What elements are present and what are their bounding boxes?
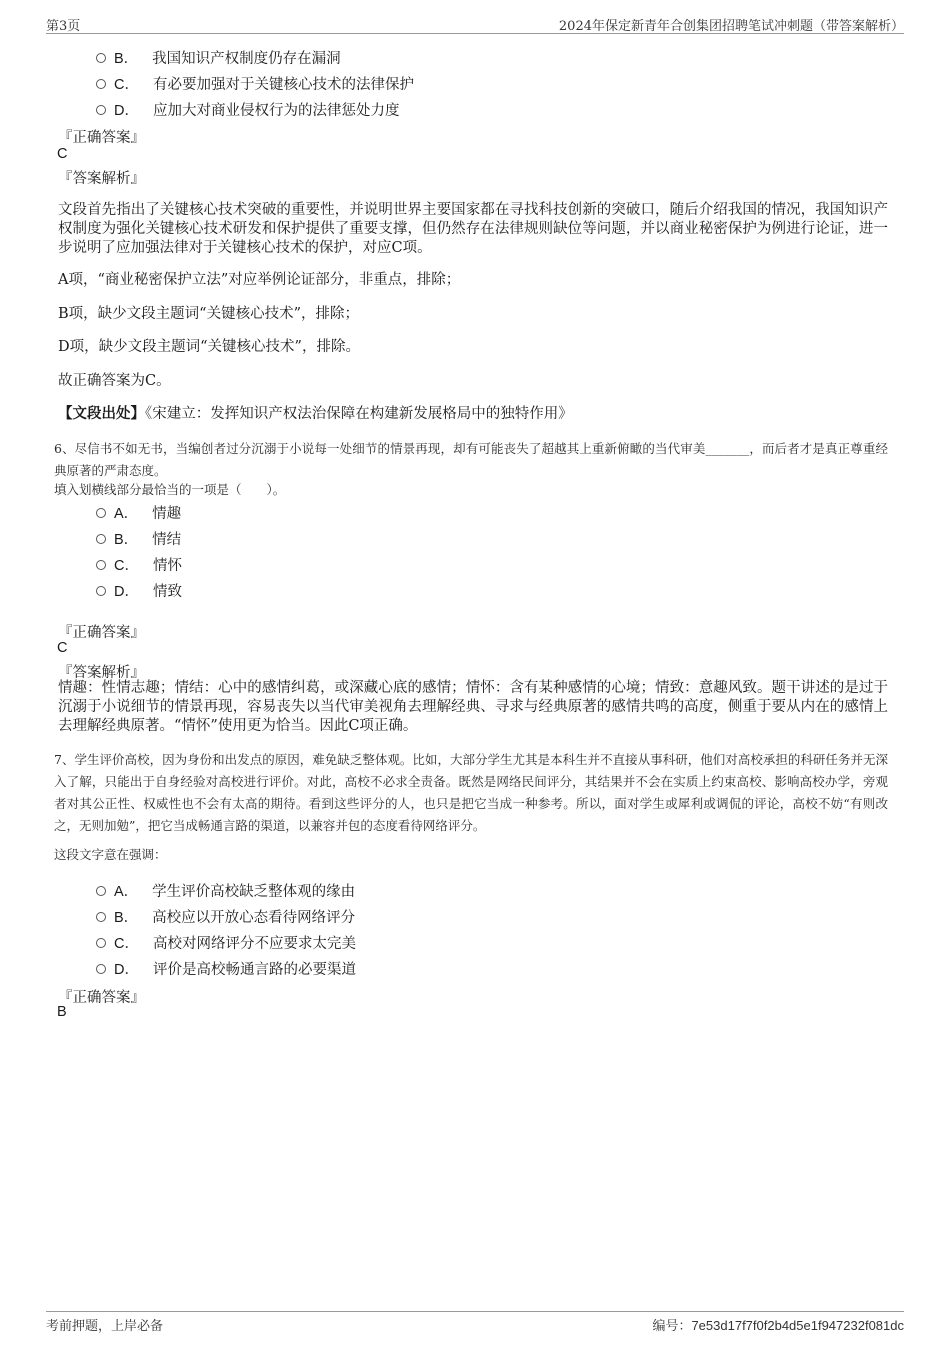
q6-analysis-label: 『答案解析』 <box>58 665 145 681</box>
q5-option-c[interactable]: C． 有必要加强对于关键核心技术的法律保护 <box>96 73 414 93</box>
radio-icon[interactable] <box>96 508 106 518</box>
q7-answer: B <box>57 1004 67 1020</box>
q7-option-a[interactable]: A． 学生评价高校缺乏整体观的缘由 <box>96 880 355 900</box>
radio-icon[interactable] <box>96 560 106 570</box>
q5-option-d[interactable]: D． 应加大对商业侵权行为的法律惩处力度 <box>96 99 399 119</box>
q5-analysis-a: A项，“商业秘密保护立法”对应举例论证部分，非重点，排除； <box>58 272 461 288</box>
source-label: 【文段出处】 <box>58 405 145 422</box>
radio-icon[interactable] <box>96 886 106 896</box>
q7-option-b[interactable]: B． 高校应以开放心态看待网络评分 <box>96 906 355 926</box>
q5-analysis-paragraph: 文段首先指出了关键核心技术突破的重要性，并说明世界主要国家都在寻找科技创新的突破口，随后介绍我国的情况，我国知识产权制度为强化关键核心技术研发和保护提供了重要支撑，但仍然存在法律规则缺位等问题，并以商业秘密保护为例进行论证，进一步说明了应加强法律对于关键核心技术的保护，对应C项。 <box>58 202 888 256</box>
q5-analysis-b: B项，缺少文段主题词“关键核心技术”，排除； <box>58 306 359 322</box>
q6-stem: 6、尽信书不如无书，当编创者过分沉溺于小说每一处细节的情景再现，却有可能丧失了超越其上重新俯瞰的当代审美_______，而后者才是真正尊重经典原著的严肃态度。 <box>54 441 888 478</box>
document-code: 编号：7e53d17f7f0f2b4d5e1f947232f081dc <box>652 1318 904 1334</box>
q6-analysis: 情趣：性情志趣；情结：心中的感情纠葛，或深藏心底的感情；情怀：含有某种感情的心境；情致：意趣风致。题干讲述的是过于沉溺于小说细节的情景再现，容易丧失以当代审美视角去理解经典、寻求与经典原著的感情共鸣的高度，侧重于要从内在的感情上去理解经典原著。“情怀”使用更为恰当。因此C项正确。 <box>58 680 888 734</box>
radio-icon[interactable] <box>96 912 106 922</box>
radio-icon[interactable] <box>96 964 106 974</box>
page-footer <box>46 1311 904 1335</box>
q7-option-d[interactable]: D． 评价是高校畅通言路的必要渠道 <box>96 958 356 978</box>
q6-option-d[interactable]: D． 情致 <box>96 580 182 600</box>
source-text: 《宋建立：发挥知识产权法治保障在构建新发展格局中的独特作用》 <box>145 406 573 422</box>
q6-option-a[interactable]: A． 情趣 <box>96 502 181 522</box>
q5-source <box>58 404 888 424</box>
q7-prompt: 这段文字意在强调： <box>54 847 167 862</box>
q5-analysis-label: 『答案解析』 <box>58 171 145 187</box>
radio-icon[interactable] <box>96 79 106 89</box>
radio-icon[interactable] <box>96 105 106 115</box>
q6-option-b[interactable]: B． 情结 <box>96 528 181 548</box>
page-number: 第3页 <box>46 19 81 34</box>
radio-icon[interactable] <box>96 938 106 948</box>
q5-analysis-d: D项，缺少文段主题词“关键核心技术”，排除。 <box>58 339 360 355</box>
radio-icon[interactable] <box>96 534 106 544</box>
q6-prompt: 填入划横线部分最恰当的一项是（ ）。 <box>54 482 286 497</box>
q6-answer-label: 『正确答案』 <box>58 625 145 641</box>
page-header <box>46 14 904 34</box>
q7-option-c[interactable]: C． 高校对网络评分不应要求太完美 <box>96 932 356 952</box>
footer-slogan: 考前押题，上岸必备 <box>46 1319 164 1334</box>
q5-answer-label: 『正确答案』 <box>58 130 145 146</box>
q7-answer-label: 『正确答案』 <box>58 990 145 1006</box>
q5-conclusion: 故正确答案为C。 <box>58 373 171 389</box>
radio-icon[interactable] <box>96 586 106 596</box>
q6-answer: C <box>57 640 68 656</box>
q5-answer: C <box>57 146 68 162</box>
q6-option-c[interactable]: C． 情怀 <box>96 554 182 574</box>
document-title: 2024年保定新青年合创集团招聘笔试冲刺题（带答案解析） <box>558 19 904 34</box>
q5-option-b[interactable]: B． 我国知识产权制度仍存在漏洞 <box>96 47 341 67</box>
radio-icon[interactable] <box>96 53 106 63</box>
q7-stem: 7、学生评价高校，因为身份和出发点的原因，难免缺乏整体观。比如，大部分学生尤其是本科生并不直接从事科研，他们对高校承担的科研任务并无深入了解，只能出于自身经验对高校进行评价。对此，高校不必求全责备。既然是网络民间评分，其结果并不会在实质上约束高校、影响高校办学，旁观者对其公正性、权威性也不会有太高的期待。看到这些评分的人，也只是把它当成一种参考。所以，面对学生或犀利或调侃的评论，高校不妨“有则改之，无则加勉”，把它当成畅通言路的渠道，以兼容并包的态度看待网络评分。 <box>54 752 888 833</box>
